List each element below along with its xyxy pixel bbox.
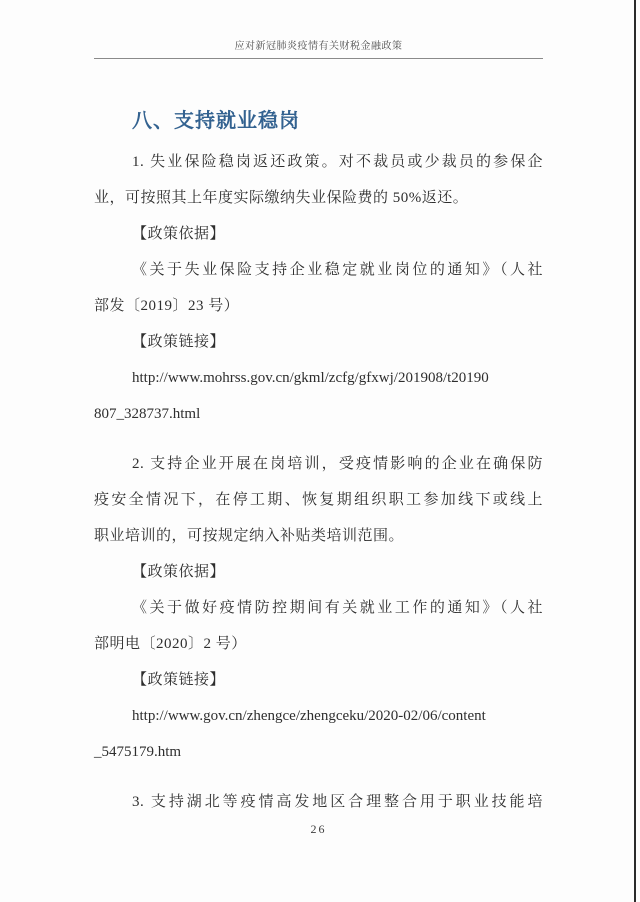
url-text-line: 807_328737.html (94, 406, 201, 422)
text-line: 【政策链接】 (132, 334, 226, 350)
text-line: 部发〔2019〕23 号） (94, 298, 240, 314)
text-line: 【政策链接】 (132, 672, 226, 688)
text-line: 2. 支持企业开展在岗培训，受疫情影响的企业在确保防 (132, 456, 543, 472)
text-line: 【政策依据】 (132, 564, 226, 580)
url-text-line: _5475179.htm (94, 744, 182, 760)
text-line: 职业培训的，可按规定纳入补贴类培训范围。 (94, 528, 405, 544)
text-line: 《关于做好疫情防控期间有关就业工作的通知》（人社 (132, 600, 543, 616)
document-body (94, 144, 543, 820)
page-edge-line (634, 0, 636, 902)
page-header-title: 应对新冠肺炎疫情有关财税金融政策 (234, 41, 403, 52)
section-heading: 八、支持就业稳岗 (132, 110, 300, 132)
text-line: 【政策依据】 (132, 226, 226, 242)
document-page (94, 0, 543, 837)
page-header (94, 0, 543, 59)
text-line: 部明电〔2020〕2 号） (94, 636, 247, 652)
url-text-line: http://www.mohrss.gov.cn/gkml/zcfg/gfxwj/201908/t20190 (132, 370, 489, 386)
text-line: 3. 支持湖北等疫情高发地区合理整合用于职业技能培 (132, 794, 543, 810)
page-number: 26 (310, 822, 327, 836)
text-line: 业，可按照其上年度实际缴纳失业保险费的 50%返还。 (94, 190, 469, 206)
url-text-line: http://www.gov.cn/zhengce/zhengceku/2020-02/06/content (132, 708, 486, 724)
text-line: 疫安全情况下，在停工期、恢复期组织职工参加线下或线上 (94, 492, 543, 508)
text-line: 1. 失业保险稳岗返还政策。对不裁员或少裁员的参保企 (132, 154, 543, 170)
text-line: 《关于失业保险支持企业稳定就业岗位的通知》（人社 (132, 262, 543, 278)
